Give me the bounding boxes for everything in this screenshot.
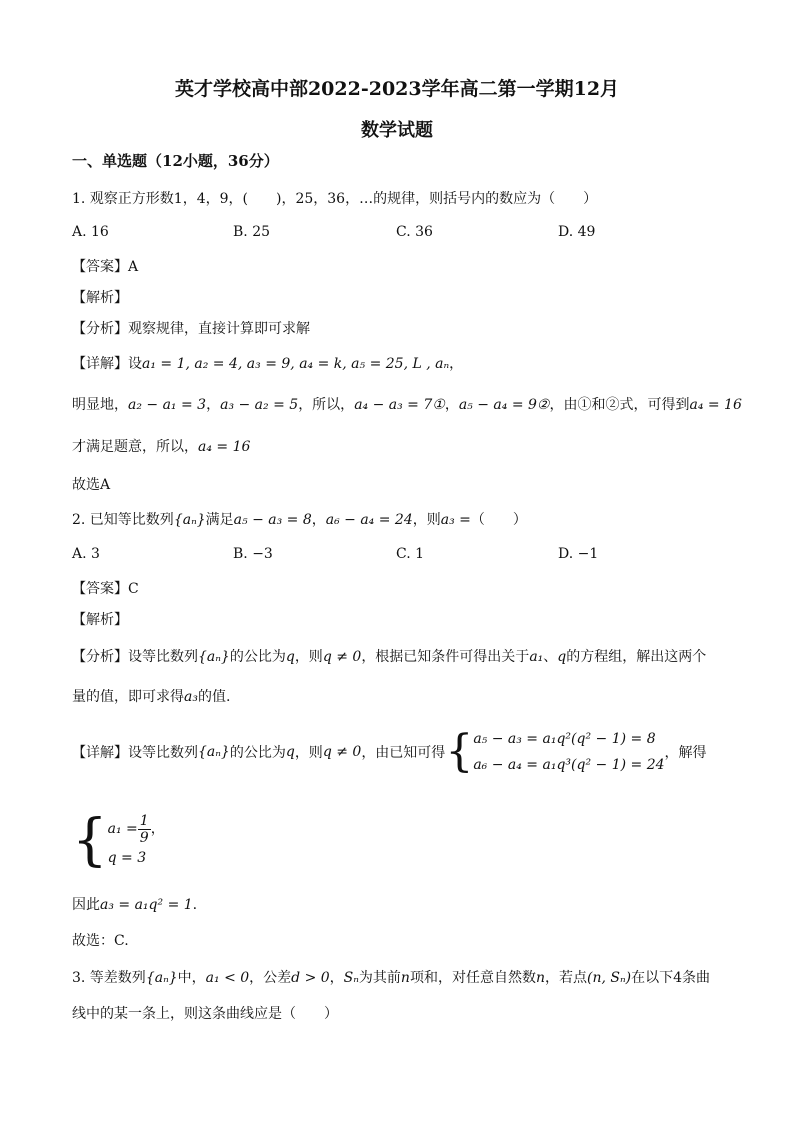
formula: a₁ (529, 649, 544, 665)
text: （ ） (470, 512, 527, 528)
left-brace-icon: { (445, 726, 474, 777)
answer-tag: 【答案】 (72, 581, 128, 597)
text: ，若点 (544, 970, 587, 986)
q2-fenxi (72, 646, 706, 666)
text: 设等比数列 (128, 745, 198, 761)
formula: a₆ − a₄ = 24 (325, 512, 413, 528)
q2-conclusion: 故选：C. (72, 933, 129, 949)
formula: q (285, 744, 295, 760)
text: 的值. (197, 689, 231, 705)
text: 因此 (72, 897, 100, 913)
text: 的公比为 (229, 745, 286, 761)
text: ， (150, 821, 165, 837)
formula: a₄ = 16 (198, 439, 251, 455)
text: ， (444, 397, 459, 413)
formula: a₃ (184, 689, 198, 705)
text: 在以下4条曲 (631, 970, 711, 986)
q2-answer (72, 578, 139, 598)
fraction-numerator: 1 (139, 812, 149, 829)
section-heading: 一、单选题（12小题，36分） (72, 152, 279, 170)
q2-detail (72, 726, 707, 778)
text: 、 (543, 649, 558, 665)
formula: a₃ = a₁q² = 1 (100, 897, 193, 913)
q1-option-d: D. 49 (558, 224, 596, 240)
fenxi-tag: 【分析】 (72, 321, 128, 337)
text: ，解得 (664, 745, 707, 761)
text: ，则 (294, 745, 323, 761)
q2-stem (72, 509, 527, 529)
formula: n (400, 970, 410, 986)
detail-end: ， (449, 356, 464, 372)
text: 明显地， (72, 397, 128, 413)
fraction (138, 813, 151, 846)
text: ， (206, 397, 221, 413)
solution-a1 (108, 812, 165, 846)
text: . (192, 897, 198, 913)
text: 为其前 (358, 970, 401, 986)
left-brace-icon: { (72, 808, 108, 873)
q2-option-c: C. 1 (396, 546, 425, 562)
text: 3. 等差数列 (72, 970, 146, 986)
formula: {aₙ} (145, 970, 178, 986)
q1-option-b: B. 25 (233, 224, 271, 240)
text: 的方程组，解出这两个 (566, 649, 707, 665)
formula: a₃ − a₂ = 5 (220, 397, 299, 413)
q2-therefore (72, 894, 197, 914)
text: 量的值，即可求得 (72, 689, 184, 705)
formula: {aₙ} (173, 512, 206, 528)
formula: n (535, 970, 545, 986)
text: 2. 已知等比数列 (72, 512, 174, 528)
q1-fenxi (72, 318, 310, 338)
q1-stem: 1. 观察正方形数1，4，9，( )，25，36，…的规律，则括号内的数应为（ ） (72, 191, 598, 207)
text: ，所以， (298, 397, 355, 413)
q2-solution-system (72, 808, 165, 873)
solution-q: q = 3 (107, 850, 147, 866)
detail-text: 设 (128, 356, 142, 372)
fenxi-text: 观察规律，直接计算即可求解 (128, 321, 310, 337)
text: ，则 (294, 649, 323, 665)
equation-system (473, 726, 664, 778)
q2-analysis-tag: 【解析】 (72, 612, 128, 628)
formula: a₄ = 16 (689, 397, 742, 413)
system-equation-2: a₆ − a₄ = a₁q³(q² − 1) = 24 (473, 757, 665, 773)
solution-system (108, 812, 165, 870)
q2-option-b: B. −3 (233, 546, 273, 562)
formula: q ≠ 0 (322, 744, 362, 760)
q1-analysis-tag: 【解析】 (72, 290, 128, 306)
text: ，则 (412, 512, 441, 528)
formula: a₅ − a₃ = 8 (233, 512, 312, 528)
q2-fenxi-line2 (72, 686, 230, 706)
q1-conclusion: 故选A (72, 477, 111, 493)
page-title: 英才学校高中部2022-2023学年高二第一学期12月 (174, 78, 620, 100)
text: 中， (177, 970, 206, 986)
formula: a₁ < 0 (205, 970, 250, 986)
system-equation-1: a₅ − a₃ = a₁q²(q² − 1) = 8 (473, 731, 656, 747)
text: ，根据已知条件可得出关于 (361, 649, 530, 665)
detail-tag: 【详解】 (72, 745, 128, 761)
formula: {aₙ} (198, 744, 230, 760)
text: 设等比数列 (128, 649, 198, 665)
text: ，公差 (249, 970, 292, 986)
detail-tag: 【详解】 (72, 356, 128, 372)
formula: a₅ − a₄ = 9② (458, 397, 550, 413)
formula: (n, Sₙ) (586, 970, 632, 986)
q3-stem-line2: 线中的某一条上，则这条曲线应是（ ） (72, 1006, 338, 1022)
page-subtitle: 数学试题 (361, 120, 433, 141)
q1-detail-line3 (72, 436, 250, 456)
formula: a₁ = (107, 821, 138, 837)
formula: q ≠ 0 (322, 649, 362, 665)
formula: {aₙ} (198, 649, 230, 665)
answer-value: A (128, 259, 139, 275)
formula: Sₙ (343, 970, 359, 986)
q2-option-d: D. −1 (558, 546, 599, 562)
q1-option-c: C. 36 (396, 224, 433, 240)
formula: q (285, 649, 295, 665)
formula: d > 0 (291, 970, 330, 986)
text: ， (311, 512, 326, 528)
q1-option-a: A. 16 (72, 224, 109, 240)
q1-answer (72, 256, 138, 276)
answer-value: C (128, 581, 139, 597)
q2-option-a: A. 3 (72, 546, 100, 562)
formula: a₂ − a₁ = 3 (128, 397, 207, 413)
q1-detail-line2 (72, 394, 742, 414)
formula: q (557, 649, 567, 665)
text: 才满足题意，所以， (72, 439, 198, 455)
fraction-denominator: 9 (139, 829, 149, 846)
text: ， (329, 970, 344, 986)
answer-tag: 【答案】 (72, 259, 128, 275)
text: 的公比为 (229, 649, 286, 665)
text: ，由已知可得 (361, 745, 446, 761)
detail-formula: a₁ = 1, a₂ = 4, a₃ = 9, a₄ = k, a₅ = 25, L , aₙ (142, 356, 450, 372)
formula: a₃ = (440, 512, 471, 528)
q1-detail (72, 353, 463, 373)
text: 项和，对任意自然数 (409, 970, 536, 986)
formula: a₄ − a₃ = 7① (354, 397, 445, 413)
q3-stem (72, 967, 710, 987)
fenxi-tag: 【分析】 (72, 649, 128, 665)
text: ，由①和②式，可得到 (549, 397, 690, 413)
text: 满足 (205, 512, 234, 528)
